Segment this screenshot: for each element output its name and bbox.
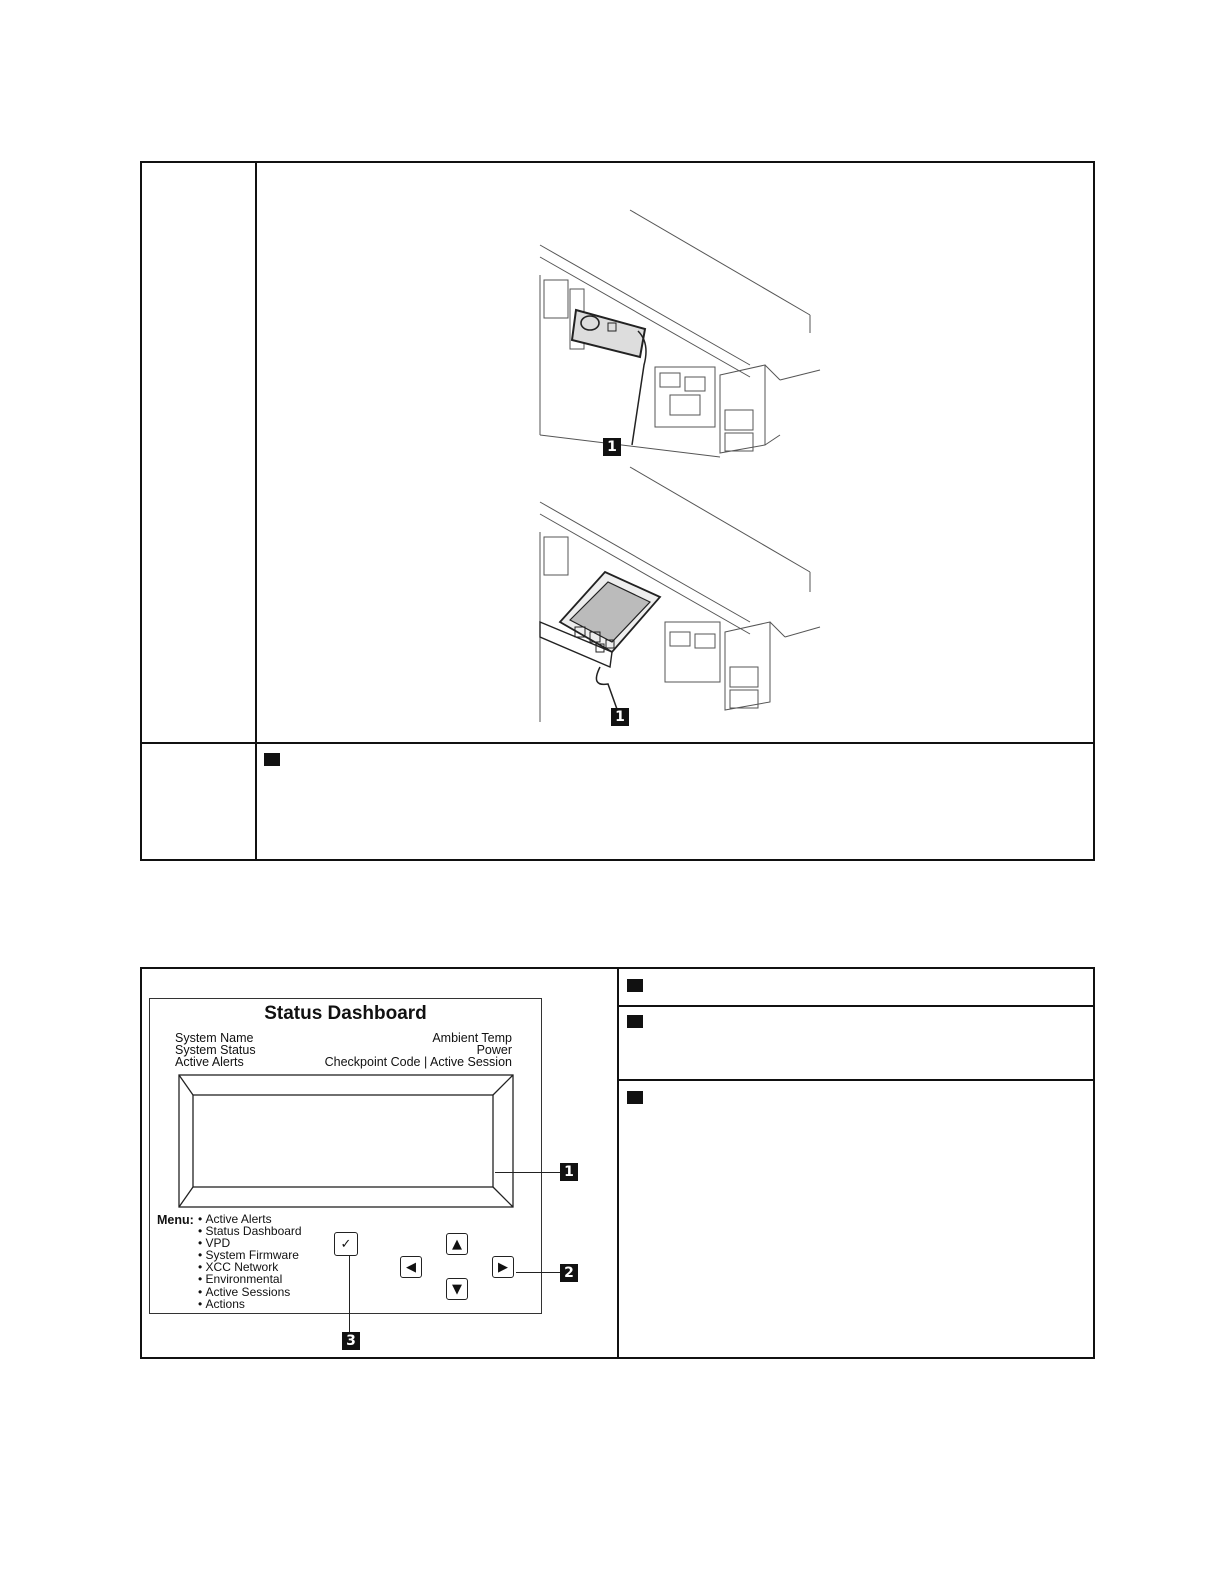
table-column-divider [617,969,619,1357]
label-system-status: System Status [175,1043,256,1057]
menu-item: • VPD [198,1237,302,1249]
menu-item: • Active Alerts [198,1213,302,1225]
dashboard-title: Status Dashboard [264,1003,427,1024]
callout-leader-1 [495,1172,560,1173]
menu-item: • Active Sessions [198,1286,302,1298]
table-column-divider [255,163,257,859]
arrow-left-icon: ◀ [406,1259,416,1275]
menu-item: • System Firmware [198,1249,302,1261]
label-active-alerts: Active Alerts [175,1055,244,1069]
callout-3-select: 3 [342,1332,360,1350]
callout-leader-2 [516,1272,560,1273]
table-row-divider [617,1079,1093,1081]
arrow-up-icon: ▲ [452,1236,462,1252]
table-row-divider [617,1005,1093,1007]
menu-list [198,1213,302,1310]
left-button[interactable] [400,1256,422,1278]
check-icon: ✓ [340,1236,352,1252]
menu-label: Menu: [157,1213,194,1227]
arrow-right-icon: ▶ [498,1259,508,1275]
server-front-panel-closed-illustration [520,205,830,467]
menu-item: • XCC Network [198,1261,302,1273]
callout-2-arrows: 2 [560,1264,578,1282]
menu-item: • Actions [198,1298,302,1310]
label-system-name: System Name [175,1031,254,1045]
callout-marker-1 [627,979,643,992]
arrow-down-icon: ▼ [452,1281,462,1297]
callout-marker [264,753,280,766]
down-button[interactable] [446,1278,468,1300]
callout-marker-3 [627,1091,643,1104]
select-button[interactable] [334,1232,358,1256]
menu-item: • Environmental [198,1273,302,1285]
callout-leader-3 [349,1256,350,1332]
label-power: Power [476,1043,512,1057]
table-row-divider [142,742,1093,744]
callout-marker-2 [627,1015,643,1028]
right-button[interactable] [492,1256,514,1278]
up-button[interactable] [446,1233,468,1255]
lcd-screen [178,1074,514,1208]
label-checkpoint-code: Checkpoint Code | Active Session [324,1055,512,1069]
menu-item: • Status Dashboard [198,1225,302,1237]
label-ambient-temp: Ambient Temp [432,1031,512,1045]
callout-1-top: 1 [603,438,621,456]
callout-1-screen: 1 [560,1163,578,1181]
callout-1-bottom: 1 [611,708,629,726]
server-front-panel-open-illustration [520,462,830,734]
